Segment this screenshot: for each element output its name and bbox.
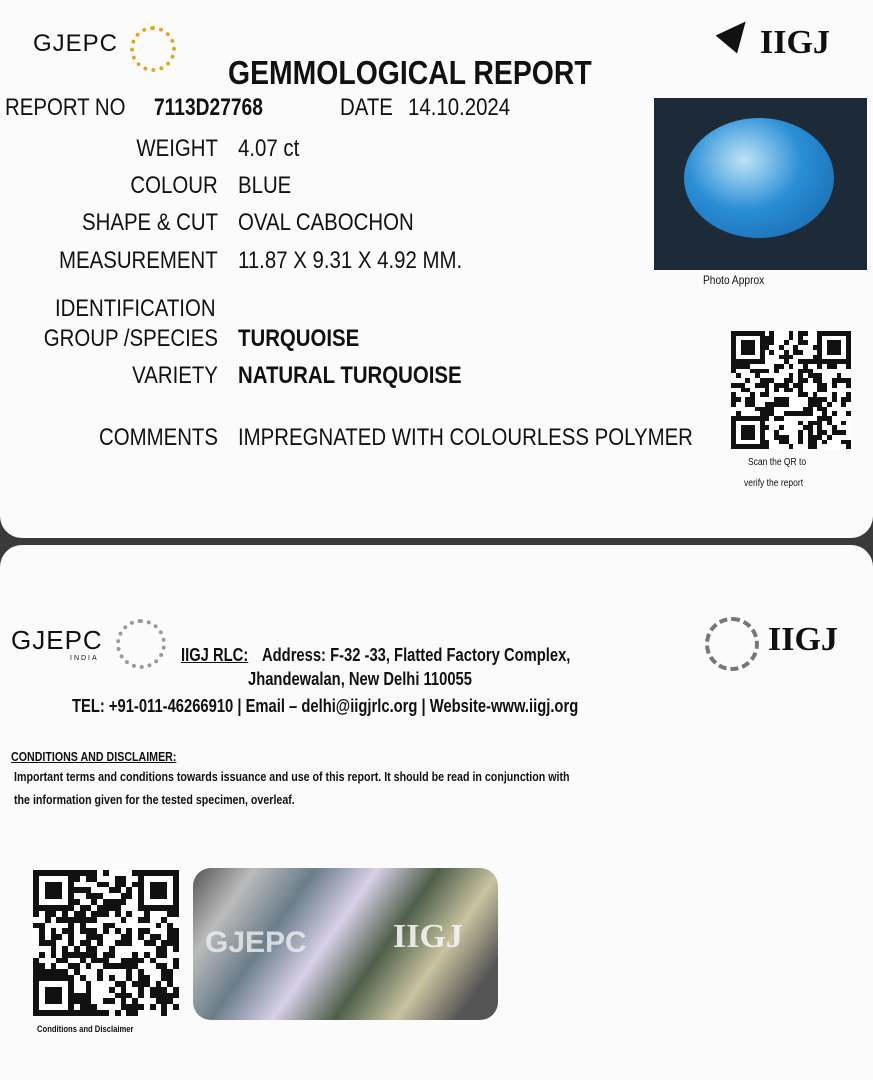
qr-caption-1: Scan the QR to [748, 457, 807, 468]
gjepc-sun-icon [116, 619, 166, 669]
group-value: TURQUOISE [238, 325, 360, 352]
report-back-card [0, 545, 873, 1080]
weight-value: 4.07 ct [238, 135, 300, 162]
measurement-value: 11.87 X 9.31 X 4.92 MM. [238, 247, 463, 274]
iigj-logo: IIGJ [760, 24, 830, 61]
photo-caption: Photo Approx [703, 273, 765, 287]
iigj-arrow-icon [716, 13, 757, 54]
report-no: 7113D27768 [154, 94, 263, 121]
security-hologram [193, 868, 498, 1020]
gjepc-logo: GJEPC [11, 625, 103, 655]
conditions-line-1: Important terms and conditions towards issuance and use of this report. It should be read in conjunction with [14, 769, 570, 784]
gjepc-india: INDIA [70, 655, 99, 662]
qr-module [846, 444, 851, 449]
address-label: IIGJ RLC: [181, 645, 249, 665]
hologram-gjepc: GJEPC [205, 926, 307, 959]
shape-label: SHAPE & CUT [81, 209, 218, 236]
comments-value: IMPREGNATED WITH COLOURLESS POLYMER [238, 424, 693, 451]
verify-qr-code[interactable] [731, 331, 851, 449]
weight-label: WEIGHT [136, 135, 218, 162]
conditions-title: CONDITIONS AND DISCLAIMER: [11, 749, 177, 764]
variety-value: NATURAL TURQUOISE [238, 362, 462, 389]
conditions-qr-code[interactable] [33, 870, 179, 1016]
shape-value: OVAL CABOCHON [238, 209, 414, 236]
qr-caption: Conditions and Disclaimer [37, 1024, 134, 1034]
comments-label: COMMENTS [99, 424, 218, 451]
group-label: GROUP /SPECIES [43, 325, 218, 352]
report-front-card [0, 0, 873, 538]
gjepc-logo: GJEPC [33, 30, 119, 57]
date-value: 14.10.2024 [408, 94, 511, 121]
address-line-2: Jhandewalan, New Delhi 110055 [248, 669, 472, 689]
turquoise-stone [684, 118, 834, 238]
hologram-iigj: IIGJ [393, 918, 463, 955]
date-label: DATE [340, 94, 393, 121]
iigj-logo: IIGJ [768, 621, 838, 658]
page-title: GEMMOLOGICAL REPORT [228, 54, 592, 91]
address-line-1: Address: F-32 -33, Flatted Factory Complex, [262, 645, 571, 665]
colour-label: COLOUR [130, 172, 218, 199]
iigj-rays-icon [705, 617, 759, 671]
contact-line: TEL: +91-011-46266910 | Email – delhi@iigjrlc.org | Website-www.iigj.org [72, 696, 579, 716]
qr-module [173, 1010, 179, 1016]
identification-label: IDENTIFICATION [55, 295, 216, 322]
measurement-label: MEASUREMENT [59, 247, 218, 274]
stone-photo [654, 98, 867, 270]
report-no-label: REPORT NO [5, 94, 126, 121]
variety-label: VARIETY [132, 362, 218, 389]
colour-value: BLUE [238, 172, 292, 199]
conditions-line-2: the information given for the tested specimen, overleaf. [14, 792, 295, 807]
gjepc-sun-icon [130, 26, 176, 72]
qr-caption-2: verify the report [744, 478, 804, 489]
